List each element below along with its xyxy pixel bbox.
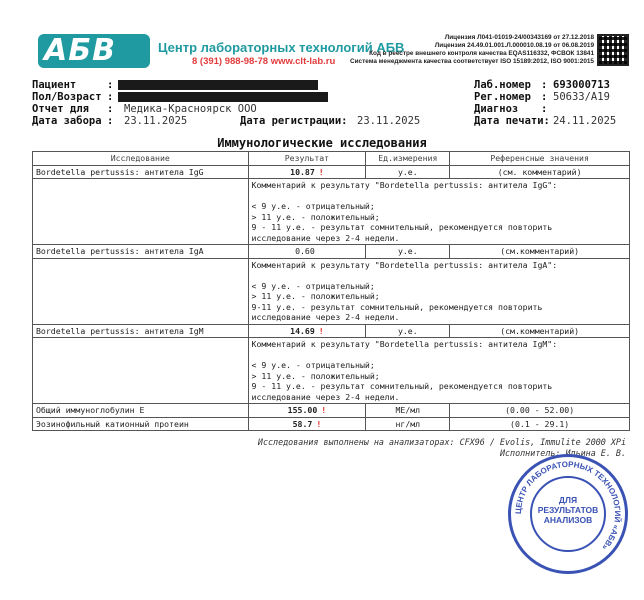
diagnosis-label: Диагноз	[474, 103, 519, 115]
license-line: Система менеджмента качества соответствует ISO 15189:2012, ISO 9001:2015	[350, 58, 594, 65]
colon: :	[541, 79, 548, 91]
license-line: Лицензия Л041-01019-24/00343169 от 27.12.2018	[444, 34, 594, 41]
stamp-center-text: ДЛЯ РЕЗУЛЬТАТОВ АНАЛИЗОВ	[537, 495, 599, 525]
empty-cell	[33, 179, 249, 245]
test-name: Общий иммуноглобулин Е	[33, 404, 249, 418]
table-row	[33, 404, 630, 418]
colon: :	[107, 115, 114, 127]
result-value	[248, 165, 366, 179]
comment-row	[33, 258, 630, 324]
reference: (0.00 - 52.00)	[450, 404, 630, 418]
reference: (см. комментарий)	[450, 165, 630, 179]
result-value	[248, 417, 366, 431]
abnormal-flag: !	[318, 325, 324, 336]
lab-number-label: Лаб.номер	[474, 79, 531, 91]
colon: :	[107, 91, 114, 103]
table-row	[33, 165, 630, 179]
reference: (см.комментарий)	[450, 324, 630, 338]
report-for-value: Медика-Красноярск ООО	[124, 103, 257, 115]
collection-date-value: 23.11.2025	[124, 115, 188, 127]
reg-number-value: 50633/A19	[553, 91, 610, 103]
license-block	[334, 34, 594, 66]
result-number: 14.69	[290, 325, 315, 336]
test-name: Bordetella pertussis: антитела IgA	[33, 245, 249, 259]
unit: у.е.	[366, 245, 450, 259]
license-line: Код в реестре внешнего контроля качества EQAS116332, ФСВОК 13841	[369, 50, 594, 57]
center-name: Центр лабораторных технологий АБВ	[158, 40, 405, 55]
print-date-label: Дата печати:	[474, 115, 550, 127]
license-line: Лицензия 24.49.01.001.Л.000010.08.19 от 06.08.2019	[434, 42, 594, 49]
results-table	[32, 151, 630, 431]
reference: (0.1 - 29.1)	[450, 417, 630, 431]
abnormal-flag: !	[318, 166, 324, 177]
unit: у.е.	[366, 165, 450, 179]
result-comment: Комментарий к результату "Bordetella pertussis: антитела IgA": < 9 у.е. - отрицательный; > 11 у.е. - положительный; 9-11 у.е. - результат сомнительный, рекомендуется повторить исследование через 2-4 недели.	[248, 258, 629, 324]
reg-number-label: Рег.номер	[474, 91, 531, 103]
table-row	[33, 245, 630, 259]
result-value	[248, 404, 366, 418]
table-row	[33, 417, 630, 431]
empty-cell	[33, 338, 249, 404]
comment-row	[33, 338, 630, 404]
col-header-unit: Ед.измерения	[366, 152, 450, 166]
result-comment: Комментарий к результату "Bordetella pertussis: антитела IgM": < 9 у.е. - отрицательный; > 11 у.е. - положительный; 9 - 11 у.е. - результат сомнительный, рекомендуется повторить исследование через 2-4 недели.	[248, 338, 629, 404]
sex-age-redacted	[118, 92, 328, 102]
result-comment: Комментарий к результату "Bordetella pertussis: антитела IgG": < 9 у.е. - отрицательный; > 11 у.е. - положительный; 9 - 11 у.е. - результат сомнительный, рекомендуется повторить исследование через 2-4 недели.	[248, 179, 629, 245]
colon: :	[107, 103, 114, 115]
test-name: Эозинофильный катионный протеин	[33, 417, 249, 431]
unit: МЕ/мл	[366, 404, 450, 418]
executor-note: Исполнитель: Ильина Е. В.	[499, 448, 626, 458]
comment-row	[33, 179, 630, 245]
logo-text: АБВ	[44, 33, 116, 68]
table-header-row	[33, 152, 630, 166]
result-number: 58.7	[292, 418, 313, 429]
abnormal-flag: !	[316, 418, 322, 429]
colon: :	[541, 91, 548, 103]
abnormal-flag: !	[321, 405, 327, 415]
report-for-label: Отчет для	[32, 103, 89, 115]
collection-date-label: Дата забора	[32, 115, 102, 127]
col-header-reference: Референсные значения	[450, 152, 630, 166]
unit: нг/мл	[366, 417, 450, 431]
result-value	[248, 245, 366, 259]
reference: (см.комментарий)	[450, 245, 630, 259]
lab-number-value: 693000713	[553, 79, 610, 91]
print-date-value: 24.11.2025	[553, 115, 617, 127]
unit: у.е.	[366, 324, 450, 338]
patient-name-redacted	[118, 80, 318, 90]
result-number: 155.00	[287, 405, 318, 415]
result-number: 10.87	[290, 166, 315, 177]
result-number: 0.60	[295, 246, 315, 256]
col-header-test: Исследование	[33, 152, 249, 166]
analyzers-note: Исследования выполнены на анализаторах: CFX96 / Evolis, Immulite 2000 XPi	[257, 437, 626, 447]
col-header-result: Результат	[248, 152, 366, 166]
colon: :	[107, 79, 114, 91]
patient-label: Пациент	[32, 79, 77, 91]
stamp-ring-caption: ЦЕНТР ЛАБОРАТОРНЫХ ТЕХНОЛОГИЙ «АБВ»	[513, 459, 623, 552]
test-name: Bordetella pertussis: антитела IgM	[33, 324, 249, 338]
qr-code	[597, 34, 629, 66]
registration-date-label: Дата регистрации:	[240, 115, 348, 127]
test-name: Bordetella pertussis: антитела IgG	[33, 165, 249, 179]
center-phone-site: 8 (391) 988-98-78 www.clt-lab.ru	[192, 56, 336, 67]
sex-age-label: Пол/Возраст	[32, 91, 102, 103]
colon: :	[541, 103, 548, 115]
section-title: Иммунологические исследования	[217, 136, 427, 150]
result-value	[248, 324, 366, 338]
empty-cell	[33, 258, 249, 324]
table-row	[33, 324, 630, 338]
registration-date-value: 23.11.2025	[357, 115, 421, 127]
